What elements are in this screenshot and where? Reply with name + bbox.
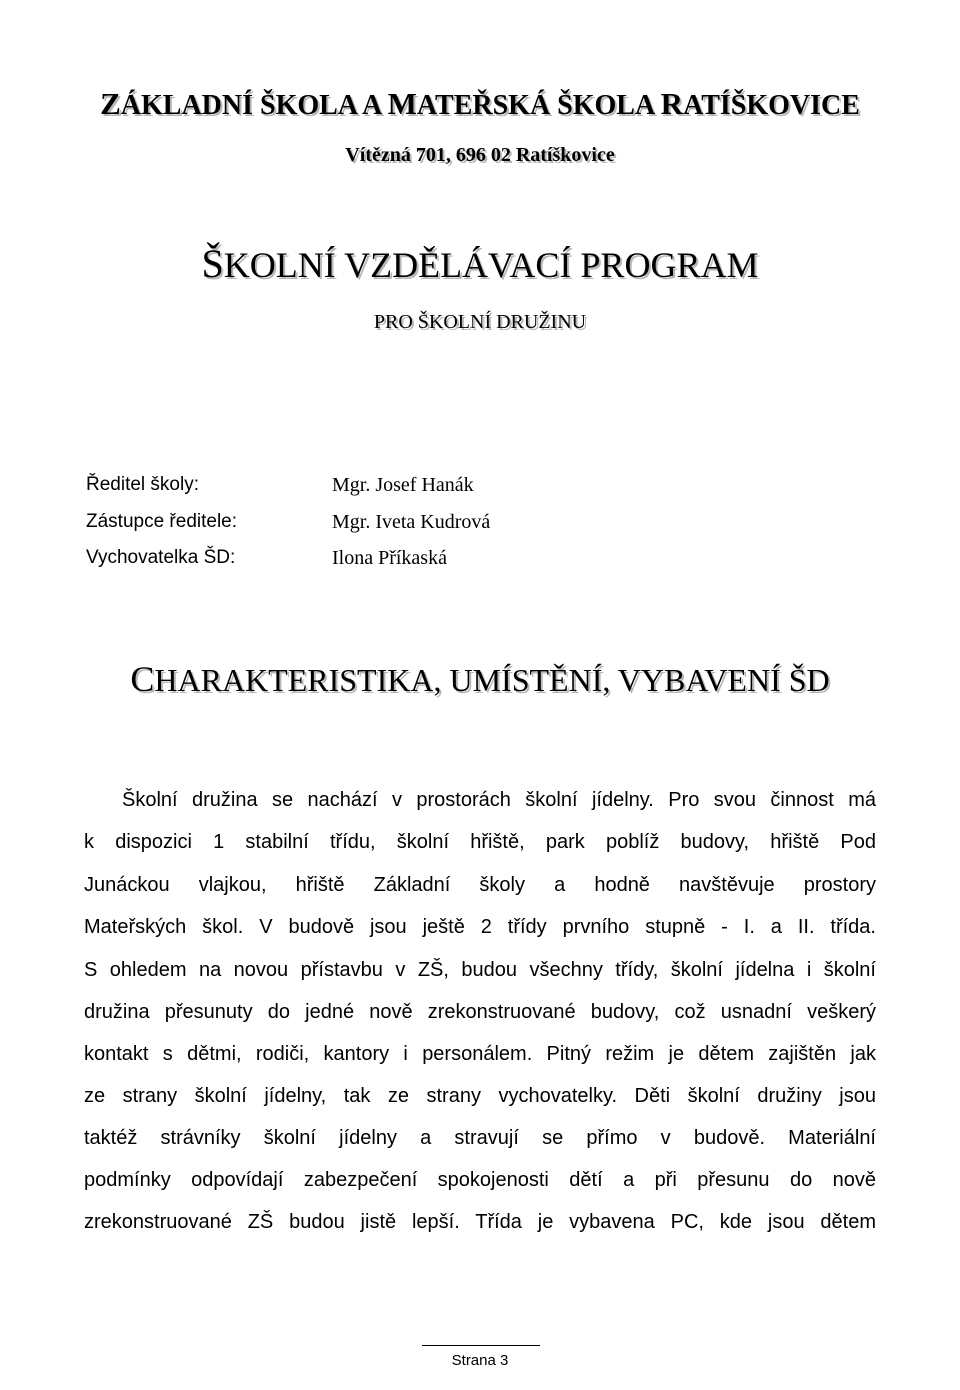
school-name: [0, 86, 960, 122]
school-name-part: R: [660, 86, 684, 121]
section-heading-initial: C: [130, 659, 155, 699]
school-name-part: ATÍŠKOVICE: [683, 90, 860, 121]
body-line: Mateřských škol. V budově jsou ještě 2 třídy prvního stupně - I. a II. třída.: [84, 916, 876, 938]
staff-role: Vychovatelka ŠD:: [86, 547, 236, 568]
staff-role: Ředitel školy:: [86, 474, 199, 495]
body-line: Junáckou vlajkou, hřiště Základní školy a hodně navštěvuje prostory: [84, 874, 876, 896]
staff-role: Zástupce ředitele:: [86, 511, 238, 532]
body-line: podmínky odpovídají zabezpečení spokojenosti dětí a při přesunu do nově: [84, 1169, 876, 1191]
program-subtitle: PRO ŠKOLNÍ DRUŽINU: [373, 311, 587, 333]
staff-name: Mgr. Josef Hanák: [332, 474, 474, 496]
body-line: S ohledem na novou přístavbu v ZŠ, budou všechny třídy, školní jídelna i školní: [84, 959, 876, 981]
school-name-part: ATEŘSKÁ ŠKOLA: [416, 90, 661, 121]
body-line: k dispozici 1 stabilní třídu, školní hřiště, park poblíž budovy, hřiště Pod: [84, 831, 876, 853]
section-heading-rest: HARAKTERISTIKA, UMÍSTĚNÍ, VYBAVENÍ ŠD: [154, 662, 830, 698]
body-line: Školní družina se nachází v prostorách školní jídelny. Pro svou činnost má: [122, 789, 876, 811]
section-heading: [0, 658, 960, 700]
program-title-initial: Š: [201, 241, 224, 286]
school-name-part: Z: [100, 86, 121, 121]
page-number: Strana 3: [451, 1352, 509, 1369]
school-name-part: M: [387, 86, 417, 121]
staff-name: Mgr. Iveta Kudrová: [332, 511, 491, 533]
body-line: taktéž strávníky školní jídelny a stravují se přímo v budově. Materiální: [84, 1127, 876, 1149]
program-title-rest: KOLNÍ VZDĚLÁVACÍ PROGRAM: [223, 245, 759, 285]
school-address: Vítězná 701, 696 02 Ratíškovice: [345, 144, 615, 166]
program-title: [0, 240, 960, 287]
staff-name: Ilona Příkaská: [332, 547, 447, 569]
body-line: zrekonstruované ZŠ budou jistě lepší. Třída je vybavena PC, kde jsou dětem: [84, 1211, 876, 1233]
footer-divider: [422, 1345, 540, 1346]
body-line: družina přesunuty do jedné nově zrekonstruované budovy, což usnadní veškerý: [84, 1001, 876, 1023]
body-line: ze strany školní jídelny, tak ze strany vychovatelky. Děti školní družiny jsou: [84, 1085, 876, 1107]
body-line: kontakt s dětmi, rodiči, kantory i personálem. Pitný režim je dětem zajištěn jak: [84, 1043, 876, 1065]
school-name-part: ÁKLADNÍ ŠKOLA A: [120, 90, 388, 121]
